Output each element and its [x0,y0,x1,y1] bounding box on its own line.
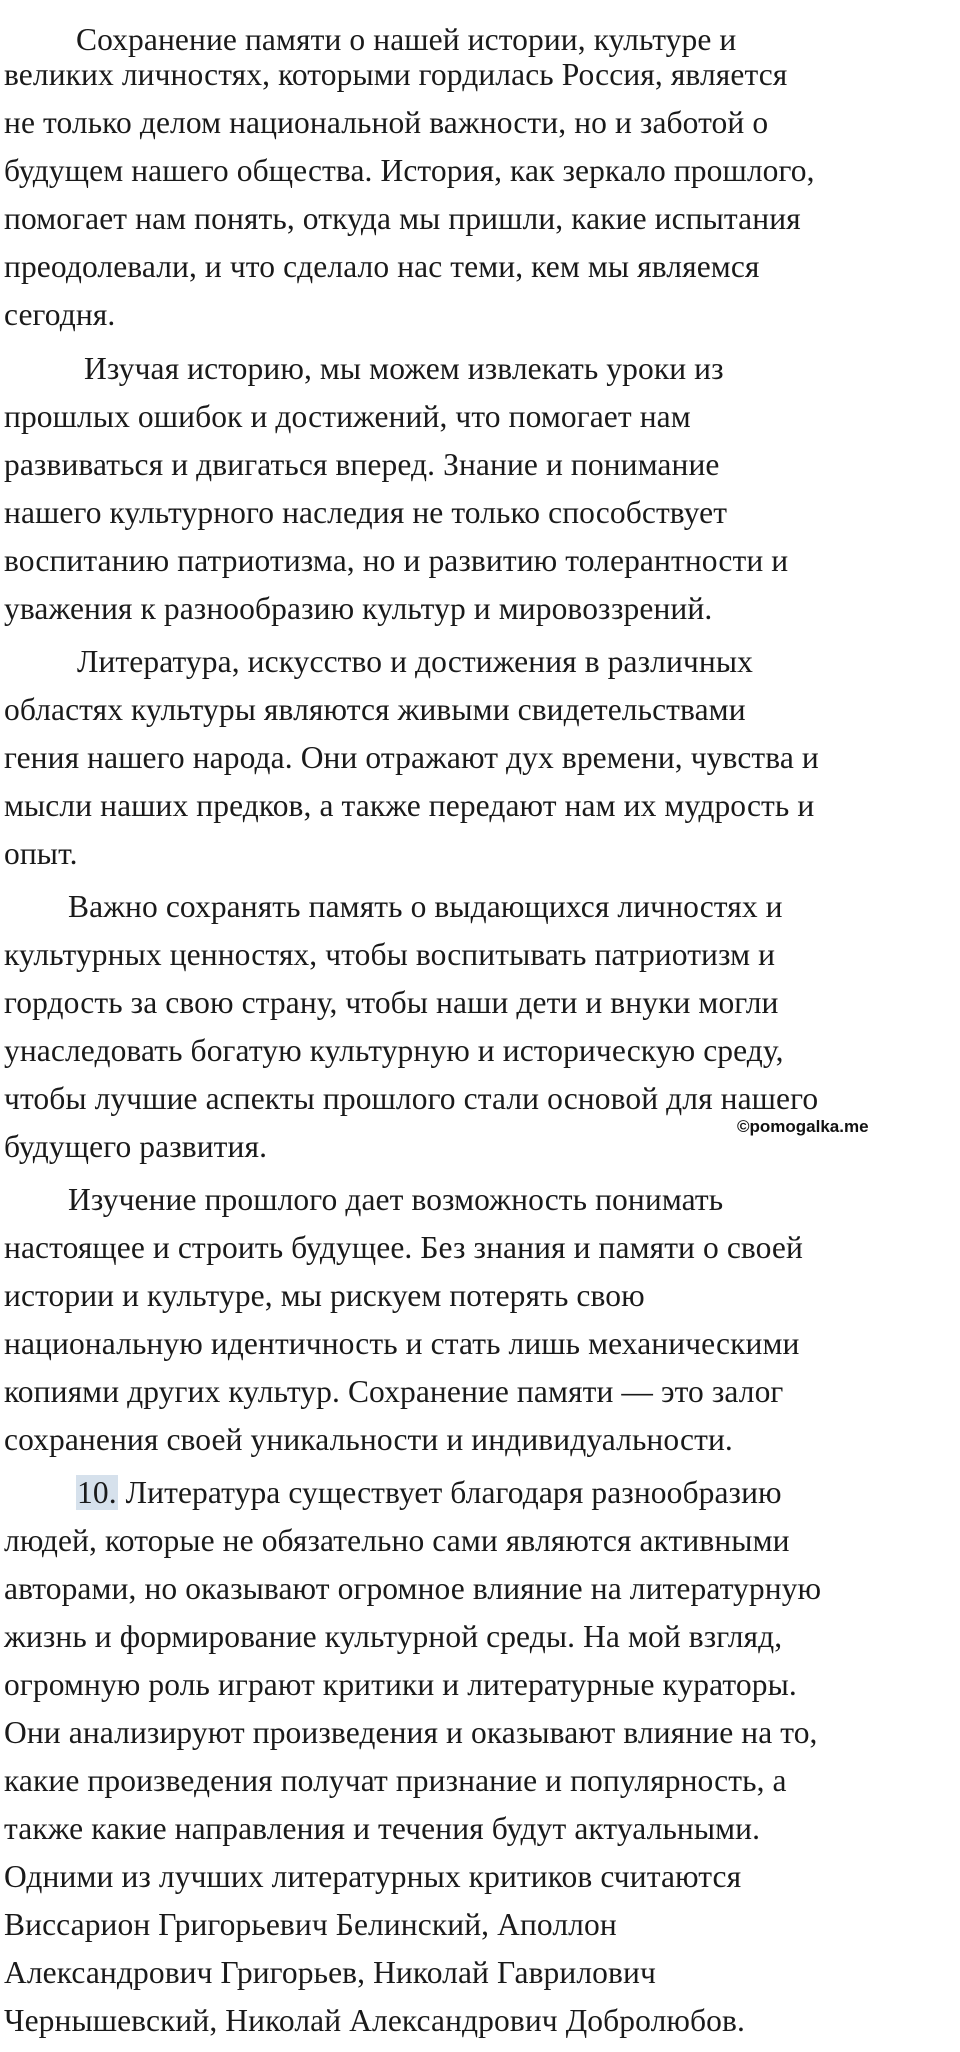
text-line: не только делом национальной важности, но и заботой о [4,105,769,140]
text-line: Литература существует благодаря разнообразию [125,1475,782,1510]
text-line: Они анализируют произведения и оказывают влияние на то, [4,1715,818,1750]
text-line: также какие направления и течения будут актуальными. [4,1811,761,1846]
text-line: помогает нам понять, откуда мы пришли, какие испытания [4,201,801,236]
text-line: Литература, искусство и достижения в различных [77,644,753,679]
text-line: гения нашего народа. Они отражают дух времени, чувства и [4,740,819,775]
text-line: какие произведения получат признание и популярность, а [4,1763,787,1798]
text-line: настоящее и строить будущее. Без знания и памяти о своей [4,1230,803,1265]
text-line: копиями других культур. Сохранение памяти — это залог [4,1374,784,1409]
text-line: уважения к разнообразию культур и мировоззрений. [4,591,713,626]
item-number: 10. [77,1475,117,1510]
text-line: истории и культуре, мы рискуем потерять свою [4,1278,645,1313]
text-line: унаследовать богатую культурную и историческую среду, [4,1033,784,1068]
text-line: культурных ценностях, чтобы воспитывать патриотизм и [4,937,776,972]
text-line: Важно сохранять память о выдающихся личностях и [68,889,783,924]
text-line: Александрович Григорьев, Николай Гаврилович [4,1955,656,1990]
text-line: мысли наших предков, а также передают нам их мудрость и [4,788,815,823]
text-line: развиваться и двигаться вперед. Знание и понимание [4,447,720,482]
text-line: гордость за свою страну, чтобы наши дети и внуки могли [4,985,779,1020]
text-line: чтобы лучшие аспекты прошлого стали основой для нашего [4,1081,819,1116]
text-line: нашего культурного наследия не только способствует [4,495,728,530]
text-line: великих личностях, которыми гордилась Россия, является [4,57,788,92]
text-line: сегодня. [4,297,116,332]
text-line: национальную идентичность и стать лишь механическими [4,1326,800,1361]
text-line: людей, которые не обязательно сами являются активными [4,1523,790,1558]
text-line: будущем нашего общества. История, как зеркало прошлого, [4,153,815,188]
text-line: жизнь и формирование культурной среды. На мой взгляд, [4,1619,783,1654]
numbered-item-line [76,1469,782,1517]
text-line: Чернышевский, Николай Александрович Добролюбов. [4,2003,745,2038]
text-line: авторами, но оказывают огромное влияние на литературную [4,1571,822,1606]
watermark-text: ©pomogalka.me [737,1117,869,1136]
text-line: Виссарион Григорьевич Белинский, Аполлон [4,1907,617,1942]
text-line: Одними из лучших литературных критиков считаются [4,1859,742,1894]
text-line: сохранения своей уникальности и индивидуальности. [4,1422,733,1457]
text-line: прошлых ошибок и достижений, что помогает нам [4,399,691,434]
text-line: огромную роль играют критики и литературные кураторы. [4,1667,797,1702]
text-line: Сохранение памяти о нашей истории, культуре и [76,22,737,57]
text-line: опыт. [4,836,78,871]
text-line: будущего развития. [4,1129,268,1164]
text-line: областях культуры являются живыми свидетельствами [4,692,746,727]
text-line: Изучая историю, мы можем извлекать уроки из [84,351,724,386]
text-line: воспитанию патриотизма, но и развитию толерантности и [4,543,789,578]
text-line: преодолевали, и что сделало нас теми, кем мы являемся [4,249,760,284]
text-line: Изучение прошлого дает возможность понимать [68,1182,724,1217]
